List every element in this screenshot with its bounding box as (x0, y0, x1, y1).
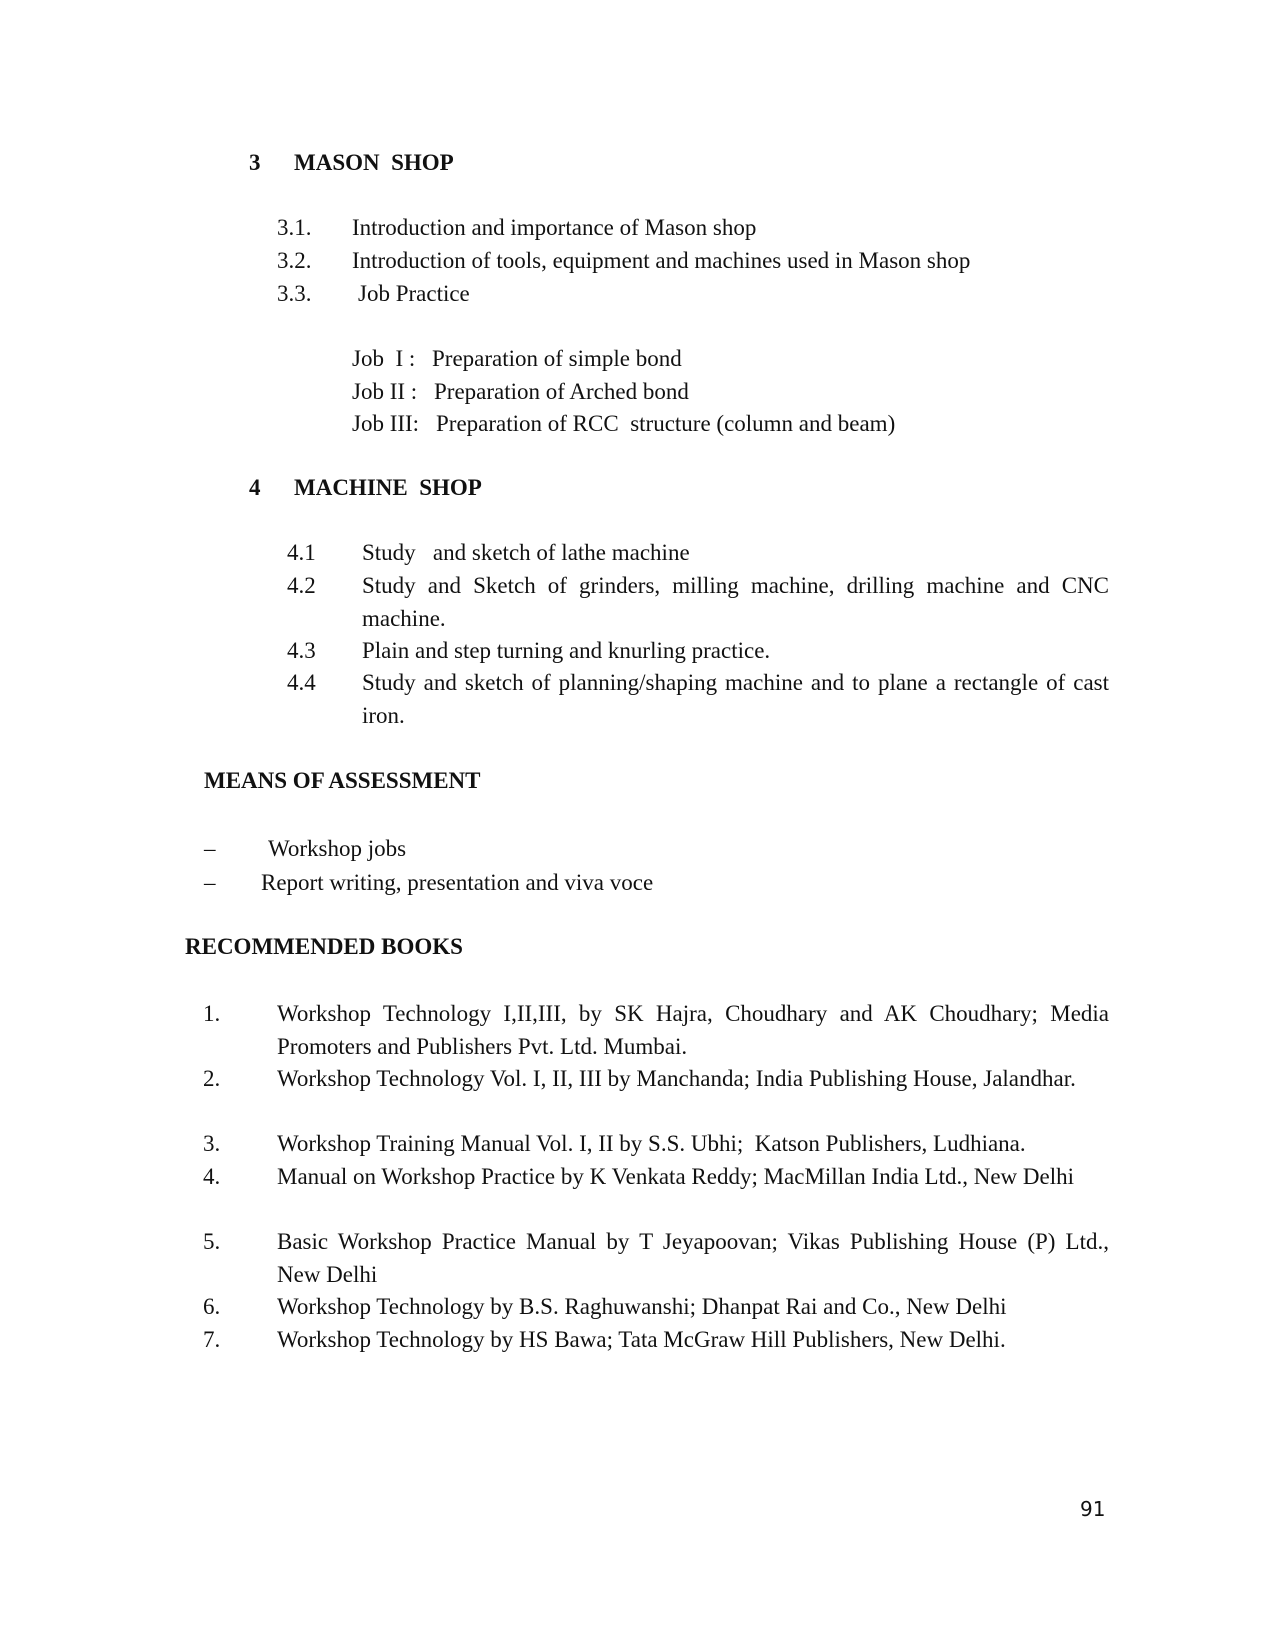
list-item (287, 536, 1109, 569)
item-text: Study and sketch of lathe machine (362, 540, 690, 565)
list-item (277, 277, 470, 310)
bullet-dash: – (204, 836, 216, 861)
list-item (287, 634, 1109, 667)
bullet-item (204, 866, 653, 899)
book-text: Basic Workshop Practice Manual by T Jeyapoovan; Vikas Publishing House (P) Ltd., New Delhi (277, 1229, 1109, 1287)
job-text: Preparation of RCC structure (column and beam) (436, 411, 896, 436)
book-item (203, 1290, 1109, 1323)
book-number: 3. (203, 1131, 221, 1156)
item-number: 4.2 (287, 573, 316, 598)
item-text: Introduction of tools, equipment and machines used in Mason shop (352, 248, 971, 273)
job-item (352, 407, 895, 440)
item-number: 4.4 (287, 670, 316, 695)
book-number: 4. (203, 1164, 221, 1189)
book-text: Workshop Technology Vol. I, II, III by Manchanda; India Publishing House, Jalandhar. (277, 1066, 1076, 1091)
book-number: 1. (203, 1001, 221, 1026)
book-item (203, 1160, 1109, 1193)
bullet-text: Report writing, presentation and viva voce (261, 870, 654, 895)
book-item (203, 1323, 1109, 1356)
assessment-heading: MEANS OF ASSESSMENT (204, 768, 481, 793)
book-number: 6. (203, 1294, 221, 1319)
bullet-text: Workshop jobs (268, 836, 407, 861)
job-text: Preparation of simple bond (432, 346, 682, 371)
books-heading: RECOMMENDED BOOKS (185, 934, 463, 959)
page-number: 91 (1080, 1497, 1106, 1521)
item-number: 3.2. (277, 248, 312, 273)
bullet-item (204, 832, 406, 865)
bullet-dash: – (204, 870, 216, 895)
section-number: 4 (249, 475, 261, 500)
list-item (287, 569, 1109, 635)
section-heading-machine-shop (249, 475, 482, 501)
job-label: Job I : (352, 346, 416, 371)
item-number: 4.1 (287, 540, 316, 565)
book-number: 7. (203, 1327, 221, 1352)
book-text: Workshop Technology by HS Bawa; Tata McGraw Hill Publishers, New Delhi. (277, 1327, 1006, 1352)
item-number: 3.3. (277, 281, 312, 306)
book-item (203, 997, 1109, 1063)
item-text: Study and Sketch of grinders, milling machine, drilling machine and CNC machine. (362, 573, 1109, 631)
book-text: Workshop Technology by B.S. Raghuwanshi; Dhanpat Rai and Co., New Delhi (277, 1294, 1007, 1319)
book-item (203, 1225, 1109, 1291)
job-item (352, 375, 689, 408)
book-number: 2. (203, 1066, 221, 1091)
job-item (352, 342, 682, 375)
section-number: 3 (249, 150, 261, 175)
list-item (277, 244, 970, 277)
list-item (287, 666, 1109, 732)
book-item (203, 1062, 1109, 1095)
list-item (277, 211, 756, 244)
section-title: MASON SHOP (294, 150, 454, 175)
book-text: Manual on Workshop Practice by K Venkata Reddy; MacMillan India Ltd., New Delhi (277, 1164, 1075, 1189)
item-text: Introduction and importance of Mason shop (352, 215, 757, 240)
item-number: 4.3 (287, 638, 316, 663)
item-text: Plain and step turning and knurling practice. (362, 638, 771, 663)
book-item (203, 1127, 1109, 1160)
item-text: Study and sketch of planning/shaping machine and to plane a rectangle of cast iron. (362, 670, 1109, 728)
book-text: Workshop Technology I,II,III, by SK Hajra, Choudhary and AK Choudhary; Media Promoters and Publishers Pvt. Ltd. Mumbai. (277, 1001, 1109, 1059)
item-text: Job Practice (358, 281, 470, 306)
job-label: Job II : (352, 379, 418, 404)
job-label: Job III: (352, 411, 420, 436)
section-heading-mason-shop (249, 150, 454, 176)
book-text: Workshop Training Manual Vol. I, II by S.S. Ubhi; Katson Publishers, Ludhiana. (277, 1131, 1026, 1156)
book-number: 5. (203, 1229, 221, 1254)
item-number: 3.1. (277, 215, 312, 240)
job-text: Preparation of Arched bond (434, 379, 689, 404)
section-title: MACHINE SHOP (294, 475, 482, 500)
